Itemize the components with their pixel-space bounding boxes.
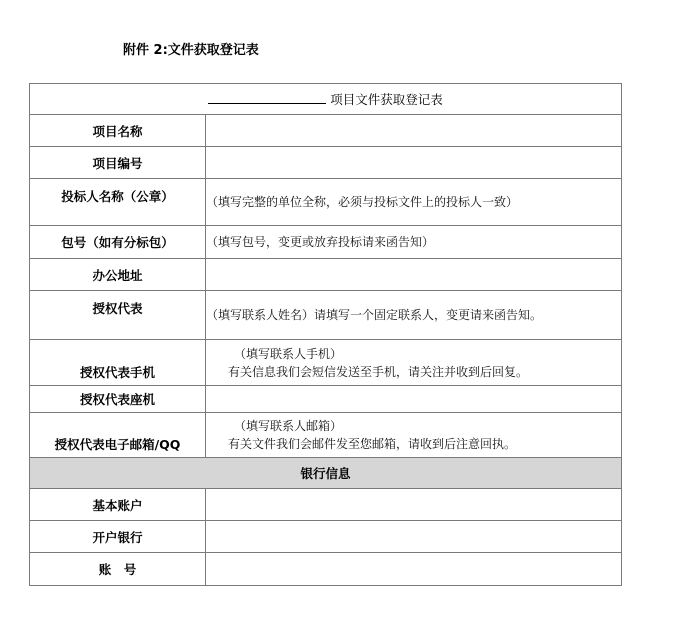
row-hint-text: （填写联系人邮箱） — [234, 419, 343, 433]
row-label: 办公地址 — [30, 259, 206, 291]
row-note-text: 有关文件我们会邮件发至您邮箱，请收到后注意回执。 — [228, 437, 517, 451]
row-label: 授权代表 — [30, 291, 206, 340]
row-note-text: 有关信息我们会短信发送至手机，请关注并收到后回复。 — [228, 364, 529, 379]
header-blank-line — [208, 92, 326, 104]
row-label: 授权代表座机 — [30, 386, 206, 413]
row-value-field[interactable]: （填写完整的单位全称，必须与投标文件上的投标人一致） — [206, 179, 622, 226]
table-row — [30, 259, 622, 291]
row-value-field[interactable] — [206, 115, 622, 147]
row-value-field[interactable] — [206, 521, 622, 553]
row-label: 项目名称 — [30, 115, 206, 147]
row-label: 项目编号 — [30, 147, 206, 179]
row-label: 开户银行 — [30, 521, 206, 553]
row-label: 投标人名称（公章） — [30, 179, 206, 226]
row-label: 授权代表电子邮箱/QQ — [30, 413, 206, 458]
row-value-field[interactable] — [206, 489, 622, 521]
bank-section-row — [30, 458, 622, 489]
table-row — [30, 147, 622, 179]
row-hint-text: （填写联系人手机） — [234, 346, 343, 361]
row-label: 包号（如有分标包） — [30, 226, 206, 259]
row-value-field[interactable] — [206, 147, 622, 179]
row-value-field[interactable] — [206, 553, 622, 586]
row-value-field[interactable]: （填写包号，变更或放弃投标请来函告知） — [206, 226, 622, 259]
table-row — [30, 226, 622, 259]
row-label: 账 号 — [30, 553, 206, 586]
table-row — [30, 521, 622, 553]
table-header-cell — [30, 84, 622, 115]
table-row — [30, 413, 622, 458]
row-label: 授权代表手机 — [30, 340, 206, 386]
row-value-field[interactable]: （填写联系人姓名）请填写一个固定联系人，变更请来函告知。 — [206, 291, 622, 340]
table-row — [30, 291, 622, 340]
table-row — [30, 115, 622, 147]
registration-form-table — [29, 83, 622, 586]
document-title: 附件 2:文件获取登记表 — [123, 43, 259, 58]
table-row — [30, 340, 622, 386]
row-value-field[interactable] — [206, 259, 622, 291]
bank-section-heading: 银行信息 — [30, 458, 622, 489]
row-label: 基本账户 — [30, 489, 206, 521]
row-value-field[interactable] — [206, 340, 622, 386]
row-value-field[interactable] — [206, 386, 622, 413]
table-row — [30, 386, 622, 413]
row-value-field[interactable] — [206, 413, 622, 458]
table-row — [30, 489, 622, 521]
table-row — [30, 179, 622, 226]
table-header-row — [30, 84, 622, 115]
table-header-title: 项目文件获取登记表 — [330, 92, 443, 107]
table-row — [30, 553, 622, 586]
